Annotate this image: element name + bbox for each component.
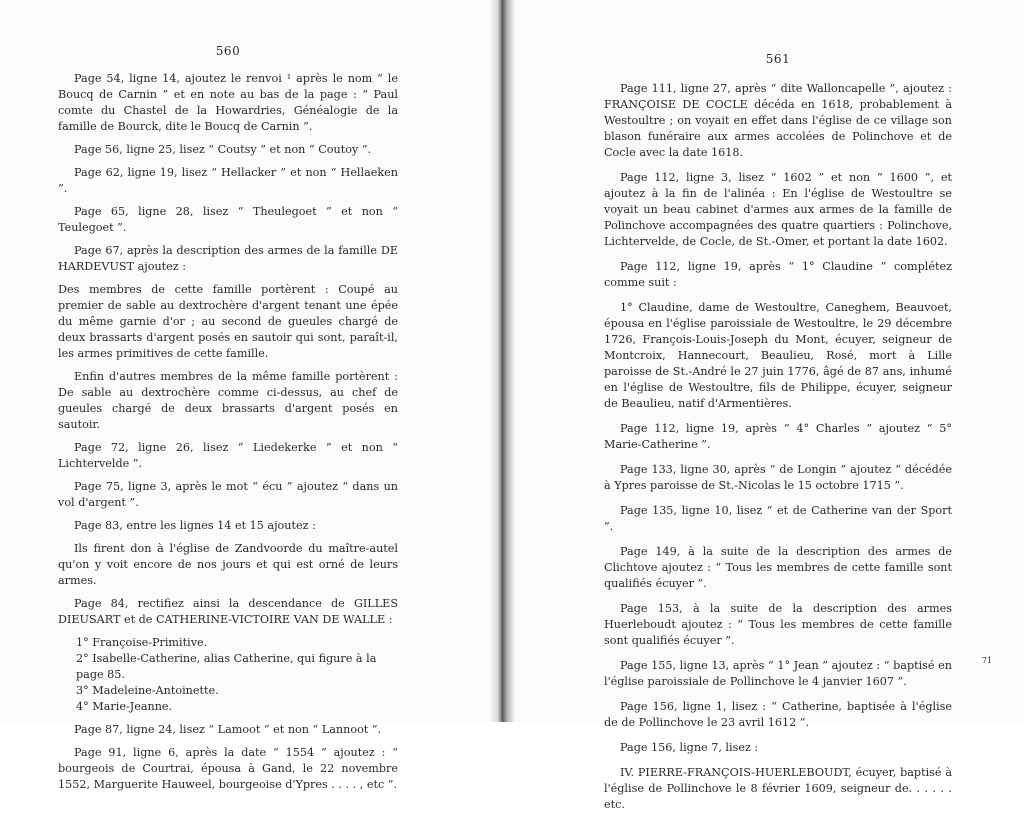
paragraph: Page 156, ligne 1, lisez : “ Catherine, baptisée à l'église de de Pollinchove le 23 avril 1612 ”. — [604, 700, 952, 729]
paragraph: Page 135, ligne 10, lisez “ et de Catherine van der Sport ”. — [604, 504, 952, 533]
paragraph: Page 65, ligne 28, lisez “ Theulegoet ” et non “ Teulegoet ”. — [58, 205, 398, 234]
paragraph: Page 67, après la description des armes de la famille DE HARDEVUST ajoutez : — [58, 244, 398, 273]
list-item: 4° Marie-Jeanne. — [76, 700, 173, 713]
paragraph: Page 156, ligne 7, lisez : — [620, 741, 759, 754]
paragraph: Page 83, entre les lignes 14 et 15 ajoutez : — [74, 519, 316, 532]
paragraph: Page 149, à la suite de la description des armes de Clichtove ajoutez : “ Tous les membres de cette famille sont qualifiés écuyer ”. — [604, 545, 952, 590]
paragraph: Enfin d'autres membres de la même famille portèrent : De sable au dextrochère comme ci-dessus, au chef de gueules chargé de deux brassarts d'argent posés en sautoir. — [58, 370, 398, 431]
paragraph: Page 91, ligne 6, après la date “ 1554 ” ajoutez : “ bourgeois de Courtrai, épousa à Gand, le 22 novembre 1552, Marguerite Hauweel, bourgeoise d'Ypres . . . . , etc ”. — [58, 746, 398, 791]
paragraph: Page 133, ligne 30, après “ de Longin ” ajoutez “ décédée à Ypres paroisse de St.-Nicolas le 15 octobre 1715 ”. — [604, 463, 952, 492]
paragraph: Des membres de cette famille portèrent : Coupé au premier de sable au dextrochère d'argent tenant une épée du même garnie d'or ; au second de gueules chargé de deux brassarts d'argent posés en sautoir qui sont, paraît-il, les armes primitives de cette famille. — [58, 283, 398, 360]
paragraph: Page 112, ligne 19, après “ 4° Charles ” ajoutez “ 5° Marie-Catherine ”. — [604, 422, 952, 451]
page-number-left: 560 — [215, 44, 241, 58]
paragraph: Page 72, ligne 26, lisez “ Liedekerke ” et non “ Lichtervelde ”. — [58, 441, 398, 470]
signature-mark: 71 — [981, 656, 992, 665]
paragraph: Page 54, ligne 14, ajoutez le renvoi ¹ après le nom “ le Boucq de Carnin ” et en note au bas de la page : “ Paul comte du Chastel de la Howardries, Généalogie de la famille de Bourck, dite le Boucq de Carnin ”. — [58, 72, 398, 133]
list-item: 1° Françoise-Primitive. — [76, 636, 208, 649]
paragraph: Page 84, rectifiez ainsi la descendance de GILLES DIEUSART et de CATHERINE-VICTOIRE VAN DE WALLE : — [58, 597, 398, 626]
paragraph: Page 112, ligne 19, après “ 1° Claudine ” complétez comme suit : — [604, 260, 952, 289]
list-item: 3° Madeleine-Antoinette. — [76, 684, 219, 697]
book-gutter — [488, 0, 516, 722]
paragraph: Page 62, ligne 19, lisez “ Hellacker ” et non “ Hellaeken ”. — [58, 166, 398, 195]
paragraph: Page 112, ligne 3, lisez “ 1602 ” et non “ 1600 ”, et ajoutez à la fin de l'alinéa : En l'église de Westoultre se voyait un beau cabinet d'armes aux armes de la famille de Polinchove accompagnées des quatre quartiers : Polinchove, Lichtervelde, de Cocle, de St.-Omer, et portant la date 1602. — [604, 171, 952, 248]
paragraph: IV. PIERRE-FRANÇOIS-HUERLEBOUDT, écuyer, baptisé à l'église de Pollinchove le 8 février 1609, seigneur de. . . . . . etc. — [604, 766, 952, 811]
left-page — [58, 0, 398, 791]
list-item: 2° Isabelle-Catherine, alias Catherine, qui figure à la page 85. — [76, 652, 377, 681]
paragraph: Page 56, ligne 25, lisez “ Coutsy ” et non “ Coutoy ”. — [74, 143, 372, 156]
descendance-list — [58, 635, 398, 715]
page-number-right: 561 — [765, 52, 791, 66]
paragraph: Page 75, ligne 3, après le mot “ écu ” ajoutez “ dans un vol d'argent ”. — [58, 480, 398, 509]
paragraph: Ils firent don à l'église de Zandvoorde du maître-autel qu'on y voit encore de nos jours et qui est orné de leurs armes. — [58, 542, 398, 587]
paragraph: Page 153, à la suite de la description des armes Huerleboudt ajoutez : “ Tous les membres de cette famille sont qualifiés écuyer ”. — [604, 602, 952, 647]
paragraph: 1° Claudine, dame de Westoultre, Caneghem, Beauvoet, épousa en l'église paroissiale de Westoultre, le 29 décembre 1726, François-Louis-Joseph du Mont, écuyer, seigneur de Montcroix, Hannecourt, Beaulieu, Rosé, mort à Lille paroisse de St.-André le 27 juin 1776, âgé de 87 ans, inhumé en l'église de Westoultre, fils de Philippe, écuyer, seigneur de Beaulieu, natif d'Armentières. — [604, 301, 952, 410]
paragraph: Page 87, ligne 24, lisez “ Lamoot ” et non “ Lannoot ”. — [74, 723, 382, 736]
right-page — [604, 0, 952, 811]
paragraph: Page 155, ligne 13, après “ 1° Jean ” ajoutez : “ baptisé en l'église paroissiale de Pollinchove le 4 janvier 1607 ”. — [604, 659, 952, 688]
paragraph: Page 111, ligne 27, après “ dite Walloncapelle ”, ajoutez : FRANÇOISE DE COCLE décéda en 1618, probablement à Westoultre ; on voyait en effet dans l'église de ce village son blason funéraire aux armes accolées de Polinchove et de Cocle avec la date 1618. — [604, 82, 952, 159]
